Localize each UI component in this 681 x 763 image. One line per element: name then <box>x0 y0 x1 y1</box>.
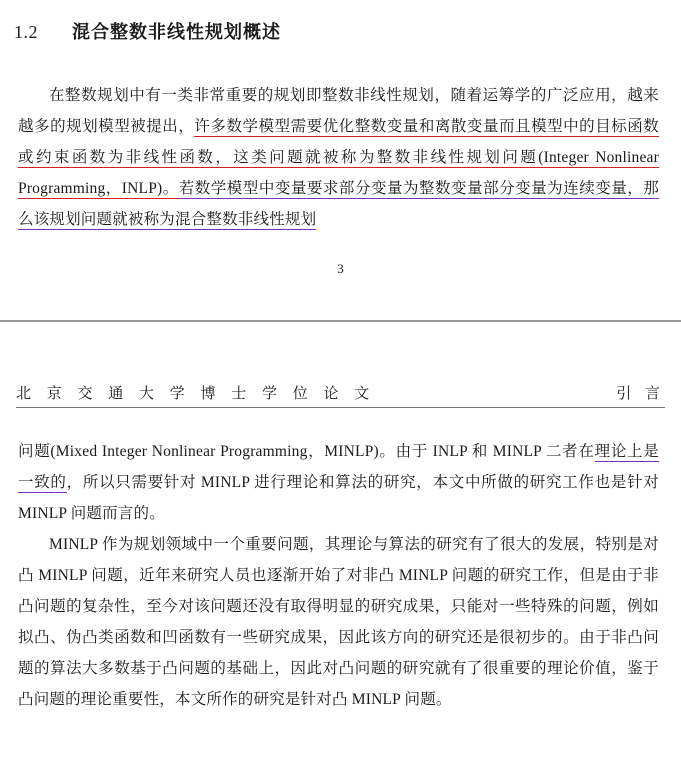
page-separator-line <box>0 320 681 322</box>
lower-body-block <box>0 436 681 715</box>
paragraph-inlp-intro <box>18 80 659 235</box>
upper-body-block <box>0 80 681 235</box>
running-head <box>16 382 665 408</box>
paragraph-segment-plain: 问题(Mixed Integer Nonlinear Programming，MINLP)。由于 INLP 和 MINLP 二者在 <box>18 443 595 460</box>
document-page-lower <box>0 334 681 763</box>
paragraph-minlp-def <box>18 436 659 529</box>
paragraph-segment-underlined-purple-2: 那么该规划问题就被称为混合整数非线性规划 <box>18 180 659 228</box>
running-head-right: 引 言 <box>616 386 665 402</box>
section-heading <box>0 0 681 44</box>
section-number: 1.2 <box>14 22 38 42</box>
paragraph-segment-underlined-purple: 理论上是一致的 <box>18 443 659 491</box>
running-head-left: 北 京 交 通 大 学 博 士 学 位 论 文 <box>16 386 376 402</box>
section-title: 混合整数非线性规划概述 <box>72 22 281 43</box>
paragraph-segment-plain: 在整数规划中有一类非常重要的规划即整数非线性规划，随着运筹学的广泛应用，越来越多的规划模型被提出， <box>18 87 659 135</box>
page-number-upper: 3 <box>337 261 344 276</box>
paragraph-minlp-research: MINLP 作为规划领域中一个重要问题，其理论与算法的研究有了很大的发展，特别是对凸 MINLP 问题，近年来研究人员也逐渐开始了对非凸 MINLP 问题的研究工作，但是由于非凸问题的复杂性，至今对该问题还没有取得明显的研究成果，只能对一些特殊的问题，例如拟凸、伪凸类函数和凹函数有一些研究成果，因此该方向的研究还是很初步的。由于非凸问题的算法大多数基于凸问题的基础上，因此对凸问题的研究就有了很重要的理论价值，鉴于凸问题的理论重要性，本文所作的研究是针对凸 MINLP 问题。 <box>18 536 659 708</box>
paragraph-segment-underlined-purple-1: 若数学模型中变量要求部分变量为整数变量部分变量为连续变量， <box>178 180 644 197</box>
paragraph-segment-underlined-red: 许多数学模型需要优化整数变量和离散变量而且模型中的目标函数或约束函数为非线性函数，这类问题就被称为整数非线性规划问题(Integer Nonlinear Programming，INLP)。 <box>18 118 659 197</box>
paragraph-segment-plain-tail: ，所以只需要针对 MINLP 进行理论和算法的研究，本文中所做的研究工作也是针对 MINLP 问题而言的。 <box>18 474 659 522</box>
